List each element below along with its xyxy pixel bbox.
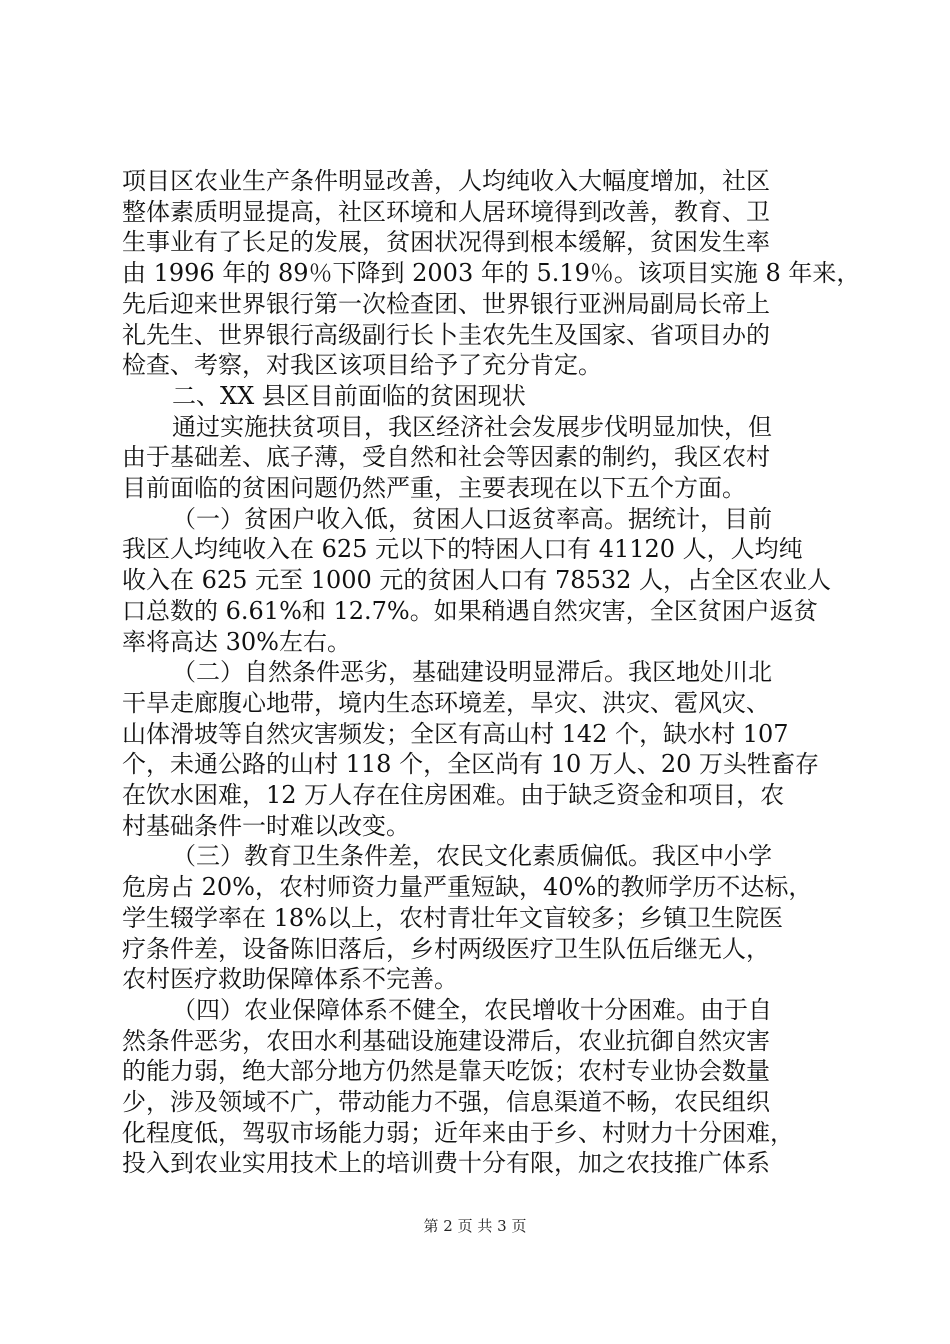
- text-line: 项目区农业生产条件明显改善，人均纯收入大幅度增加，社区: [122, 167, 770, 195]
- text-line: 干旱走廊腹心地带，境内生态环境差，旱灾、洪灾、雹风灾、: [122, 689, 770, 717]
- text-line: 化程度低，驾驭市场能力弱；近年来由于乡、村财力十分困难，: [122, 1119, 794, 1147]
- paragraph-first-line: 通过实施扶贫项目，我区经济社会发展步伐明显加快，但: [172, 413, 772, 441]
- text-line: 率将高达 30%左右。: [122, 628, 351, 656]
- text-line: 少，涉及领域不广，带动能力不强，信息渠道不畅，农民组织: [122, 1088, 770, 1116]
- page-footer: 第 2 页 共 3 页: [423, 1217, 527, 1235]
- paragraph-first-line: （一）贫困户收入低，贫困人口返贫率高。据统计，目前: [172, 505, 772, 533]
- text-line: 我区人均纯收入在 625 元以下的特困人口有 41120 人，人均纯: [122, 535, 803, 563]
- text-line: 检查、考察，对我区该项目给予了充分肯定。: [122, 351, 602, 379]
- text-line: 收入在 625 元至 1000 元的贫困人口有 78532 人，占全区农业人: [122, 566, 832, 594]
- text-line: 目前面临的贫困问题仍然严重，主要表现在以下五个方面。: [122, 474, 746, 502]
- paragraph-first-line: （四）农业保障体系不健全，农民增收十分困难。由于自: [172, 996, 772, 1024]
- text-line: 先后迎来世界银行第一次检查团、世界银行亚洲局副局长帝上: [122, 290, 770, 318]
- text-line: 学生辍学率在 18%以上，农村青壮年文盲较多；乡镇卫生院医: [122, 904, 783, 932]
- text-line: 山体滑坡等自然灾害频发；全区有高山村 142 个，缺水村 107: [122, 720, 789, 748]
- text-line: 村基础条件一时难以改变。: [122, 812, 410, 840]
- text-line: 整体素质明显提高，社区环境和人居环境得到改善，教育、卫: [122, 198, 770, 226]
- text-line: 然条件恶劣，农田水利基础设施建设滞后，农业抗御自然灾害: [122, 1027, 770, 1055]
- text-line: 农村医疗救助保障体系不完善。: [122, 965, 458, 993]
- paragraph-first-line: （二）自然条件恶劣，基础建设明显滞后。我区地处川北: [172, 658, 772, 686]
- text-line: 礼先生、世界银行高级副行长卜圭农先生及国家、省项目办的: [122, 321, 770, 349]
- text-line: 危房占 20%，农村师资力量严重短缺，40%的教师学历不达标，: [122, 873, 813, 901]
- text-line: 生事业有了长足的发展，贫困状况得到根本缓解，贫困发生率: [122, 228, 770, 256]
- text-line: 由 1996 年的 89％下降到 2003 年的 5.19％。该项目实施 8 年来，: [122, 259, 861, 287]
- section-heading: 二、XX 县区目前面临的贫困现状: [172, 382, 526, 410]
- text-line: 的能力弱，绝大部分地方仍然是靠天吃饭；农村专业协会数量: [122, 1057, 770, 1085]
- text-line: 疗条件差，设备陈旧落后，乡村两级医疗卫生队伍后继无人，: [122, 935, 770, 963]
- text-line: 由于基础差、底子薄，受自然和社会等因素的制约，我区农村: [122, 443, 770, 471]
- paragraph-first-line: （三）教育卫生条件差，农民文化素质偏低。我区中小学: [172, 842, 772, 870]
- text-line: 在饮水困难，12 万人存在住房困难。由于缺乏资金和项目，农: [122, 781, 785, 809]
- text-line: 口总数的 6.61%和 12.7%。如果稍遇自然灾害，全区贫困户返贫: [122, 597, 818, 625]
- text-line: 个，未通公路的山村 118 个，全区尚有 10 万人、20 万头牲畜存: [122, 750, 820, 778]
- text-line: 投入到农业实用技术上的培训费十分有限，加之农技推广体系: [122, 1149, 770, 1177]
